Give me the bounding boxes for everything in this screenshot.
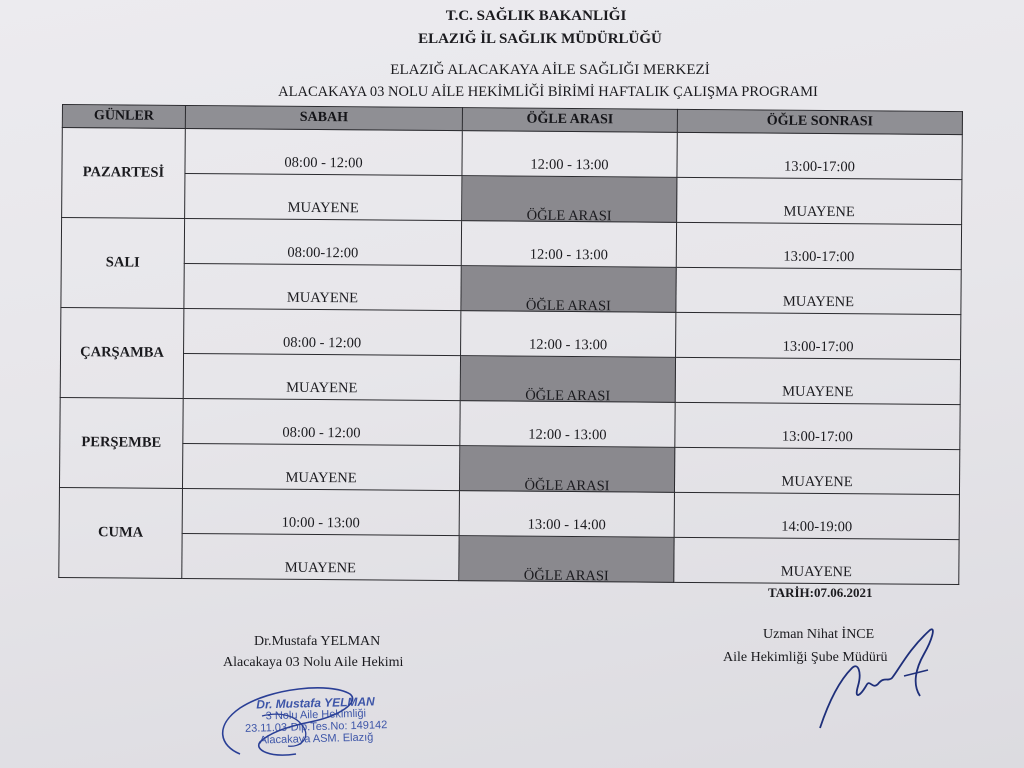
- lunch-break-label: ÖĞLE ARASI: [525, 297, 611, 315]
- table-row: [62, 173, 962, 225]
- lunch-break-label: ÖĞLE ARASI: [524, 477, 610, 495]
- day-cell: PERŞEMBE: [59, 397, 183, 488]
- directorate-title: ELAZIĞ İL SAĞLIK MÜDÜRLÜĞÜ: [418, 31, 662, 47]
- morning-time-cell: 10:00 - 13:00: [182, 488, 459, 535]
- table-row: [62, 128, 962, 180]
- center-title: ELAZIĞ ALACAKAYA AİLE SAĞLIĞI MERKEZİ: [390, 62, 710, 78]
- stamp-location: Alacakaya ASM. Elazığ: [259, 731, 374, 747]
- weekly-schedule-table: [58, 104, 963, 585]
- afternoon-activity-cell: MUAYENE: [674, 447, 959, 494]
- day-cell: ÇARŞAMBA: [60, 307, 184, 398]
- column-header: GÜNLER: [62, 105, 185, 129]
- table-row: [61, 307, 961, 359]
- left-signatory-name: Dr.Mustafa YELMAN: [254, 634, 381, 649]
- noon-time-cell: 12:00 - 13:00: [461, 221, 676, 268]
- program-title: ALACAKAYA 03 NOLU AİLE HEKİMLİĞİ BİRİMİ HAFTALIK ÇALIŞMA PROGRAMI: [278, 84, 818, 100]
- table-row: [59, 487, 959, 539]
- ministry-title: T.C. SAĞLIK BAKANLIĞI: [445, 8, 627, 24]
- table-row: [59, 532, 959, 584]
- table-row: [61, 262, 961, 314]
- table-row: [60, 352, 960, 404]
- day-cell: CUMA: [59, 487, 183, 578]
- morning-time-cell: 08:00-12:00: [184, 218, 461, 265]
- table-row: [61, 218, 961, 270]
- afternoon-time-cell: 14:00-19:00: [674, 492, 959, 539]
- noon-time-cell: 12:00 - 13:00: [461, 311, 676, 358]
- afternoon-activity-cell: MUAYENE: [676, 267, 961, 314]
- morning-activity-cell: MUAYENE: [182, 533, 459, 580]
- day-cell: PAZARTESİ: [62, 128, 186, 219]
- afternoon-activity-cell: MUAYENE: [674, 537, 959, 584]
- morning-activity-cell: MUAYENE: [185, 173, 462, 220]
- document-date: TARİH:07.06.2021: [768, 585, 873, 600]
- doctor-stamp: [235, 695, 396, 747]
- afternoon-time-cell: 13:00-17:00: [676, 222, 961, 269]
- morning-time-cell: 08:00 - 12:00: [183, 398, 460, 445]
- lunch-break-cell: [460, 356, 675, 403]
- morning-activity-cell: MUAYENE: [183, 353, 460, 400]
- stamp-unit: 3 Nolu Aile Hekimliği: [265, 707, 367, 723]
- afternoon-activity-cell: MUAYENE: [675, 357, 960, 404]
- left-signatory-title: Alacakaya 03 Nolu Aile Hekimi: [223, 655, 404, 670]
- morning-activity-cell: MUAYENE: [184, 263, 461, 310]
- lunch-break-cell: [459, 536, 674, 583]
- column-header: ÖĞLE ARASI: [462, 108, 677, 133]
- column-header: ÖĞLE SONRASI: [677, 109, 962, 134]
- noon-time-cell: 13:00 - 14:00: [459, 491, 674, 538]
- afternoon-time-cell: 13:00-17:00: [676, 312, 961, 359]
- schedule-table-wrapper: [58, 104, 962, 585]
- afternoon-time-cell: 13:00-17:00: [677, 132, 962, 179]
- right-signatory-title: Aile Hekimliği Şube Müdürü: [723, 650, 888, 665]
- lunch-break-label: ÖĞLE ARASI: [525, 387, 611, 405]
- morning-time-cell: 08:00 - 12:00: [185, 128, 462, 175]
- morning-time-cell: 08:00 - 12:00: [184, 308, 461, 355]
- afternoon-time-cell: 13:00-17:00: [675, 402, 960, 449]
- lunch-break-cell: [461, 266, 676, 313]
- right-signatory-name: Uzman Nihat İNCE: [763, 627, 875, 642]
- column-header: SABAH: [185, 105, 462, 130]
- lunch-break-cell: [462, 176, 677, 223]
- table-row: [59, 442, 959, 494]
- lunch-break-cell: [459, 446, 674, 493]
- day-cell: SALI: [61, 218, 185, 309]
- noon-time-cell: 12:00 - 13:00: [462, 131, 677, 178]
- morning-activity-cell: MUAYENE: [182, 443, 459, 490]
- table-row: [60, 397, 960, 449]
- stamp-name: Dr. Mustafa YELMAN: [256, 694, 375, 712]
- afternoon-activity-cell: MUAYENE: [677, 177, 962, 224]
- lunch-break-label: ÖĞLE ARASI: [523, 567, 609, 585]
- stamp-diploma: 23.11.03-Dip.Tes.No: 149142: [244, 719, 388, 735]
- lunch-break-label: ÖĞLE ARASI: [526, 207, 612, 225]
- noon-time-cell: 12:00 - 13:00: [460, 401, 675, 448]
